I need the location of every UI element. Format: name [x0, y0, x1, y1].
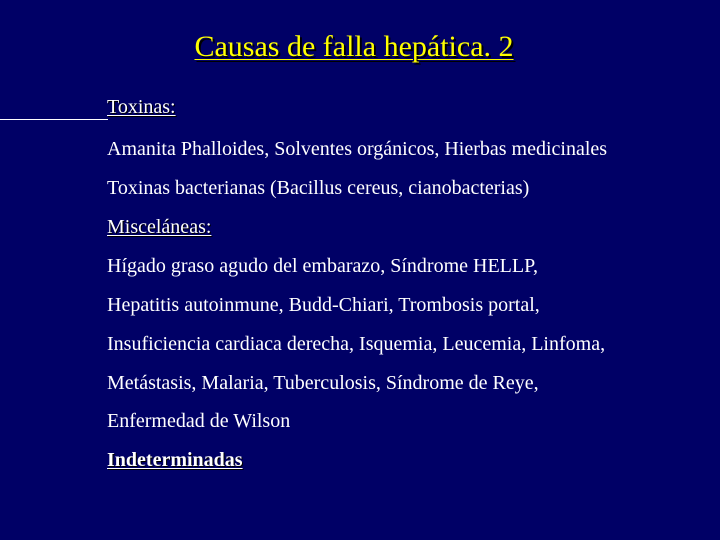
heading-indeterminadas: Indeterminadas [107, 449, 243, 471]
line-miscelaneas-5: Enfermedad de Wilson [107, 410, 291, 432]
slide-title: Causas de falla hepática. 2 [194, 30, 514, 63]
line-miscelaneas-3: Insuficiencia cardiaca derecha, Isquemia, Leucemia, Linfoma, [107, 333, 606, 355]
line-toxinas-2: Toxinas bacterianas (Bacillus cereus, cianobacterias) [107, 177, 530, 199]
line-miscelaneas-1: Hígado graso agudo del embarazo, Síndrome HELLP, [107, 255, 539, 277]
heading-miscelaneas: Misceláneas: [107, 216, 212, 238]
line-miscelaneas-4: Metástasis, Malaria, Tuberculosis, Síndrome de Reye, [107, 372, 539, 394]
line-toxinas-1: Amanita Phalloides, Solventes orgánicos, Hierbas medicinales [107, 138, 608, 160]
line-miscelaneas-2: Hepatitis autoinmune, Budd-Chiari, Trombosis portal, [107, 294, 540, 316]
heading-rule [0, 119, 108, 120]
heading-toxinas: Toxinas: [107, 96, 176, 118]
